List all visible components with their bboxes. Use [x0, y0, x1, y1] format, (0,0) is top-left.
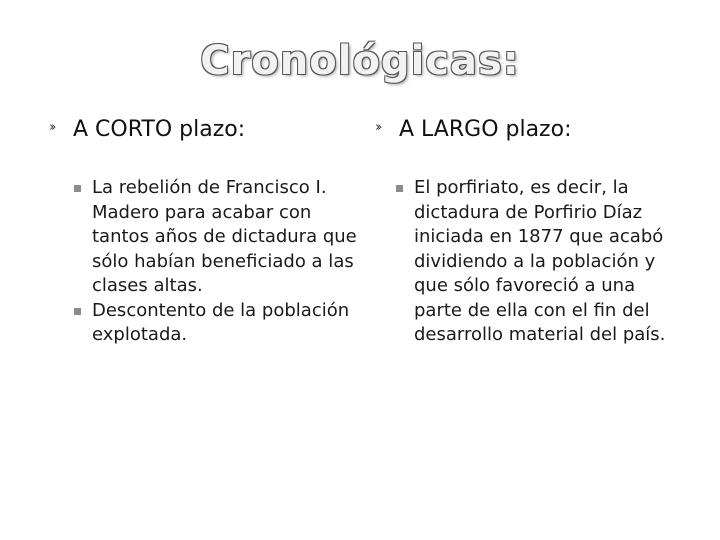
square-bullet-icon: [74, 185, 81, 192]
column-heading-row: [378, 112, 678, 152]
slide-title: Cronológicas:: [200, 38, 520, 84]
column-heading: A CORTO plazo:: [73, 117, 246, 142]
column-short-term: [52, 112, 357, 345]
list-item: [74, 299, 364, 348]
column-long-term: [378, 112, 678, 345]
square-bullet-icon: [74, 308, 81, 315]
list-item-text: El porfiriato, es decir, la dictadura de Porfirio Díaz iniciada en 1877 que acabó dividiendo a la población y que sólo favoreció a una parte de ella con el fin del desarrollo material del país.: [414, 177, 666, 345]
list-item: [396, 176, 688, 348]
double-arrow-bullet-icon: ‹‹: [378, 120, 383, 135]
bullet-list: [396, 176, 688, 348]
column-heading: A LARGO plazo:: [399, 117, 572, 142]
list-item: [74, 176, 364, 299]
double-arrow-bullet-icon: ‹‹: [52, 120, 57, 135]
square-bullet-icon: [396, 185, 403, 192]
list-item-text: La rebelión de Francisco I. Madero para acabar con tantos años de dictadura que sólo habían beneficiado a las clases altas.: [92, 177, 357, 296]
column-heading-row: [52, 112, 352, 152]
list-item-text: Descontento de la población explotada.: [92, 299, 350, 345]
bullet-list: [74, 176, 364, 348]
